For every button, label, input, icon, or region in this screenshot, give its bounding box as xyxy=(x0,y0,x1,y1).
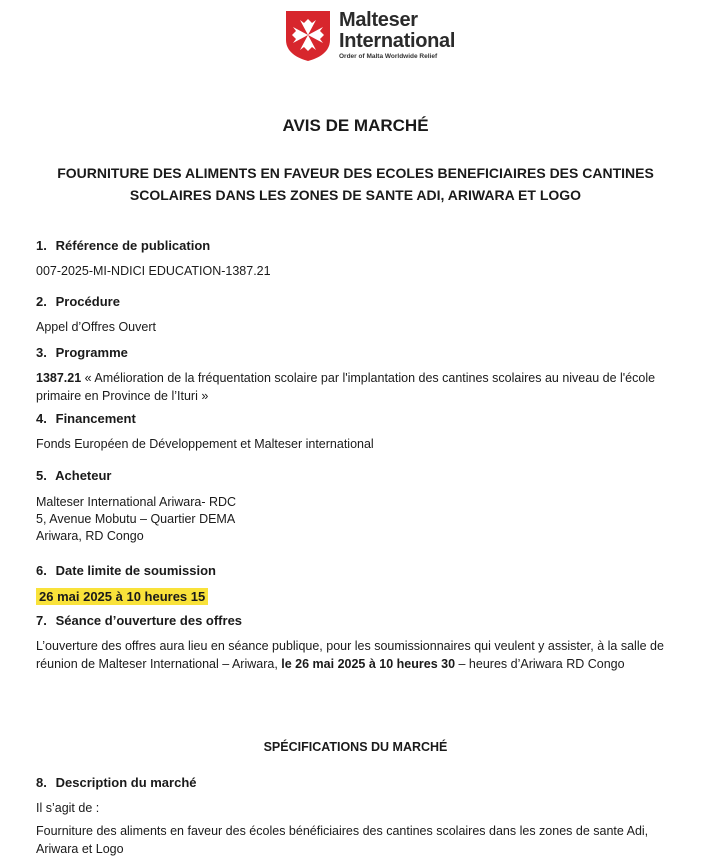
section-title: Date limite de soumission xyxy=(55,563,216,578)
section-number: 2. xyxy=(36,294,47,309)
logo-tagline: Order of Malta Worldwide Relief xyxy=(339,53,438,60)
opening-text-part-1: L’ouverture des offres aura lieu en séance publique, pour les soumissionnaires qui veulent y assister, à la salle de réunion de Malteser International – Ariwara, xyxy=(36,639,664,671)
section-number: 4. xyxy=(36,411,47,426)
subtitle-line-1: FOURNITURE DES ALIMENTS EN FAVEUR DES ECOLES BENEFICIAIRES DES CANTINES xyxy=(57,165,654,181)
section-2-heading xyxy=(36,294,120,309)
section-8-heading xyxy=(36,775,197,790)
section-7-heading xyxy=(36,613,242,628)
opening-text-part-2: – heures d’Ariwara RD Congo xyxy=(455,657,625,671)
specifications-heading: SPÉCIFICATIONS DU MARCHÉ xyxy=(263,740,448,754)
programme-code: 1387.21 xyxy=(36,371,82,385)
section-5-heading xyxy=(36,468,112,483)
logo-line-2: International xyxy=(339,30,456,52)
opening-date-bold: le 26 mai 2025 à 10 heures 30 xyxy=(281,657,456,671)
section-number: 8. xyxy=(36,775,47,790)
section-title: Séance d’ouverture des offres xyxy=(55,613,243,628)
funding-text: Fonds Européen de Développement et Malteser international xyxy=(36,437,374,451)
logo-line-1: Malteser xyxy=(339,9,418,31)
document-subtitle xyxy=(40,162,671,206)
section-number: 7. xyxy=(36,613,47,628)
buyer-line-1: Malteser International Ariwara- RDC xyxy=(36,495,237,509)
section-number: 6. xyxy=(36,563,47,578)
maltese-cross-shield-icon xyxy=(285,10,331,62)
section-title: Acheteur xyxy=(55,468,112,483)
section-6-heading xyxy=(36,563,216,578)
section-number: 5. xyxy=(36,468,47,483)
subtitle-line-2: SCOLAIRES DANS LES ZONES DE SANTE ADI, ARIWARA ET LOGO xyxy=(129,187,582,203)
publication-reference: 007-2025-MI-NDICI EDUCATION-1387.21 xyxy=(36,264,271,278)
programme-text xyxy=(36,369,686,405)
submission-deadline xyxy=(36,588,208,606)
section-4-heading xyxy=(36,411,136,426)
section-1-heading xyxy=(36,238,210,253)
section-title: Référence de publication xyxy=(55,238,211,253)
buyer-address xyxy=(36,494,236,545)
deadline-highlight: 26 mai 2025 à 10 heures 15 xyxy=(36,588,208,605)
section-title: Procédure xyxy=(55,294,120,309)
document-title: AVIS DE MARCHÉ xyxy=(282,116,429,135)
section-title: Description du marché xyxy=(55,775,197,790)
programme-description: « Amélioration de la fréquentation scolaire par l'implantation des cantines scolaires au niveau de l'école primaire en Province de l’Ituri » xyxy=(36,371,656,403)
section-3-heading xyxy=(36,345,128,360)
logo-wordmark xyxy=(339,10,455,61)
buyer-line-2: 5, Avenue Mobutu – Quartier DEMA xyxy=(36,512,236,526)
section-title: Financement xyxy=(55,411,136,426)
description-intro: Il s’agit de : xyxy=(36,801,100,815)
procedure-text: Appel d’Offres Ouvert xyxy=(36,320,156,334)
malteser-logo xyxy=(285,10,455,66)
market-description: Fourniture des aliments en faveur des écoles bénéficiaires des cantines scolaires dans les zones de sante Adi, Ariwara et Logo xyxy=(36,824,649,856)
section-number: 1. xyxy=(36,238,47,253)
opening-session-text xyxy=(36,637,686,673)
section-number: 3. xyxy=(36,345,47,360)
section-title: Programme xyxy=(55,345,128,360)
buyer-line-3: Ariwara, RD Congo xyxy=(36,529,144,543)
